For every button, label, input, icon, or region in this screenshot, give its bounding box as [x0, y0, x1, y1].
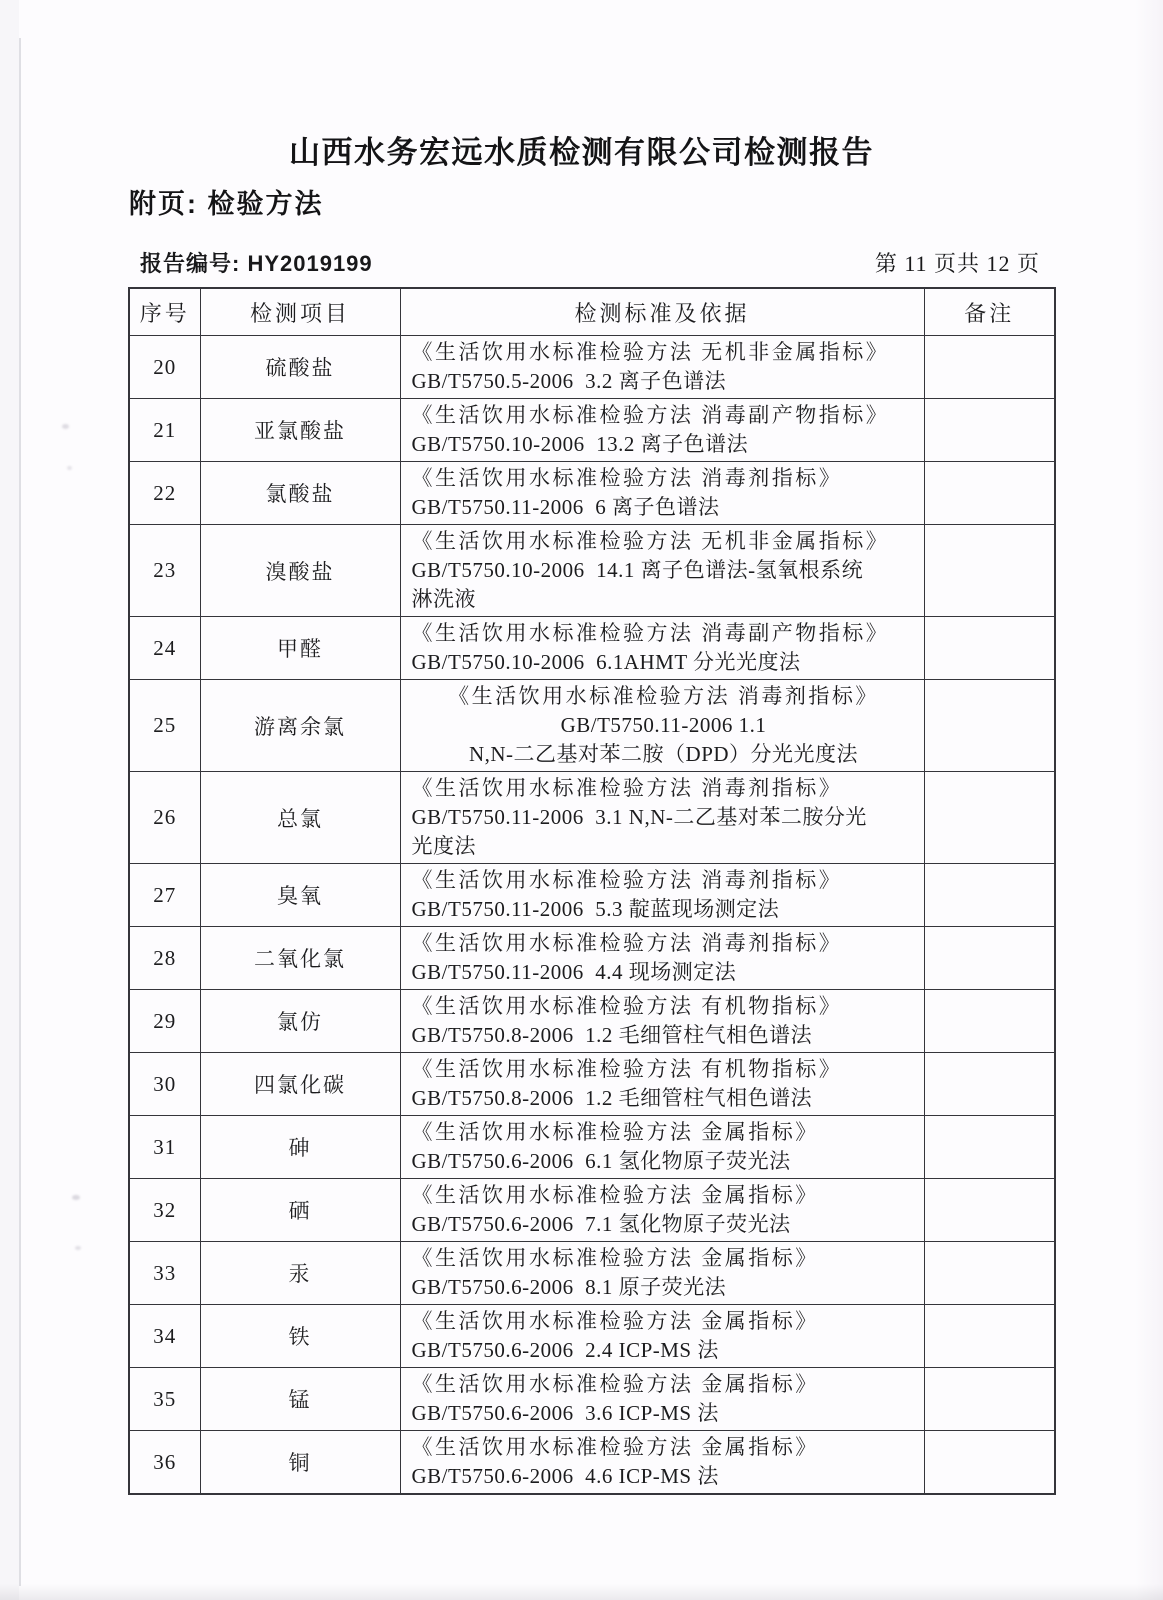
standard-line: 《生活饮用水标准检验方法 有机物指标》	[411, 1057, 843, 1081]
table-row	[129, 927, 1055, 990]
row-no: 36	[129, 1431, 200, 1495]
row-standard	[400, 1179, 924, 1242]
row-standard	[400, 525, 924, 617]
table-header-row	[129, 288, 1055, 336]
header-cell-standard: 检测标准及依据	[400, 288, 924, 336]
row-no: 29	[129, 990, 200, 1053]
table-row	[129, 617, 1055, 680]
scan-smudge	[75, 1246, 81, 1250]
table-row	[129, 864, 1055, 927]
table-row	[129, 990, 1055, 1053]
methods-table-body	[129, 336, 1055, 1495]
row-standard	[400, 680, 924, 772]
row-standard	[400, 990, 924, 1053]
row-item: 总氯	[200, 772, 400, 864]
row-item: 硒	[200, 1179, 400, 1242]
standard-line: GB/T5750.6-2006 4.6 ICP-MS 法	[411, 1464, 719, 1488]
standard-line: 《生活饮用水标准检验方法 无机非金属指标》	[411, 340, 890, 364]
row-standard	[400, 772, 924, 864]
row-remark	[924, 1242, 1055, 1305]
table-row	[129, 1116, 1055, 1179]
standard-line: GB/T5750.6-2006 7.1 氢化物原子荧光法	[411, 1212, 791, 1236]
row-no: 34	[129, 1305, 200, 1368]
standard-line: N,N-二乙基对苯二胺（DPD）分光光度法	[468, 742, 859, 766]
page-title: 山西水务宏远水质检测有限公司检测报告	[289, 135, 874, 170]
standard-line: GB/T5750.5-2006 3.2 离子色谱法	[411, 369, 727, 393]
row-remark	[924, 336, 1055, 399]
row-remark	[924, 927, 1055, 990]
row-standard	[400, 1305, 924, 1368]
row-remark	[924, 617, 1055, 680]
standard-line: GB/T5750.6-2006 8.1 原子荧光法	[411, 1275, 727, 1299]
row-remark	[924, 1305, 1055, 1368]
standard-line: GB/T5750.8-2006 1.2 毛细管柱气相色谱法	[411, 1086, 813, 1110]
row-standard	[400, 864, 924, 927]
row-standard	[400, 462, 924, 525]
standard-line: 《生活饮用水标准检验方法 有机物指标》	[411, 994, 843, 1018]
standard-line: 《生活饮用水标准检验方法 消毒剂指标》	[411, 466, 843, 490]
standard-line: 《生活饮用水标准检验方法 金属指标》	[411, 1435, 819, 1459]
row-remark	[924, 1053, 1055, 1116]
standard-line: GB/T5750.11-2006 4.4 现场测定法	[411, 960, 737, 984]
standard-line: GB/T5750.11-2006 3.1 N,N-二乙基对苯二胺分光	[411, 805, 867, 829]
table-row	[129, 1242, 1055, 1305]
row-no: 22	[129, 462, 200, 525]
row-no: 25	[129, 680, 200, 772]
standard-line: 《生活饮用水标准检验方法 金属指标》	[411, 1183, 819, 1207]
row-standard	[400, 1431, 924, 1495]
row-item: 砷	[200, 1116, 400, 1179]
table-row	[129, 336, 1055, 399]
standard-line: 《生活饮用水标准检验方法 消毒副产物指标》	[411, 621, 890, 645]
header-cell-item: 检测项目	[200, 288, 400, 336]
row-standard	[400, 399, 924, 462]
row-item: 甲醛	[200, 617, 400, 680]
table-row	[129, 525, 1055, 617]
row-remark	[924, 462, 1055, 525]
paper-left-margin	[0, 0, 19, 1600]
row-no: 28	[129, 927, 200, 990]
scan-smudge	[67, 466, 72, 470]
standard-line: GB/T5750.11-2006 6 离子色谱法	[411, 495, 720, 519]
row-item: 铁	[200, 1305, 400, 1368]
standard-line: 淋洗液	[411, 587, 476, 611]
standard-line: GB/T5750.10-2006 14.1 离子色谱法-氢氧根系统	[411, 558, 864, 582]
standard-line: GB/T5750.6-2006 3.6 ICP-MS 法	[411, 1401, 719, 1425]
standard-line: 《生活饮用水标准检验方法 金属指标》	[411, 1372, 819, 1396]
table-row	[129, 1053, 1055, 1116]
standard-line: 《生活饮用水标准检验方法 消毒剂指标》	[411, 776, 843, 800]
row-item: 汞	[200, 1242, 400, 1305]
row-item: 氯酸盐	[200, 462, 400, 525]
row-remark	[924, 864, 1055, 927]
table-row	[129, 1368, 1055, 1431]
row-no: 24	[129, 617, 200, 680]
row-standard	[400, 927, 924, 990]
row-item: 臭氧	[200, 864, 400, 927]
row-standard	[400, 1368, 924, 1431]
standard-line: GB/T5750.10-2006 6.1AHMT 分光光度法	[411, 650, 801, 674]
row-no: 30	[129, 1053, 200, 1116]
standard-line: 《生活饮用水标准检验方法 消毒副产物指标》	[411, 403, 890, 427]
standard-line: GB/T5750.6-2006 6.1 氢化物原子荧光法	[411, 1149, 791, 1173]
row-item: 溴酸盐	[200, 525, 400, 617]
standard-line: 光度法	[411, 834, 476, 858]
standard-line: GB/T5750.11-2006 1.1	[560, 713, 767, 737]
standard-line: 《生活饮用水标准检验方法 无机非金属指标》	[411, 529, 890, 553]
row-standard	[400, 1242, 924, 1305]
paper-right-shade	[1135, 0, 1163, 1600]
row-remark	[924, 1179, 1055, 1242]
paper-bottom-shade	[0, 1584, 1163, 1600]
row-no: 32	[129, 1179, 200, 1242]
row-remark	[924, 680, 1055, 772]
row-remark	[924, 1431, 1055, 1495]
scan-smudge	[62, 424, 69, 429]
row-item: 四氯化碳	[200, 1053, 400, 1116]
row-no: 35	[129, 1368, 200, 1431]
paper-edge-line	[19, 38, 21, 1586]
row-item: 硫酸盐	[200, 336, 400, 399]
header-cell-remark: 备注	[924, 288, 1055, 336]
methods-table	[128, 287, 1056, 1495]
row-remark	[924, 772, 1055, 864]
row-remark	[924, 1368, 1055, 1431]
standard-line: GB/T5750.10-2006 13.2 离子色谱法	[411, 432, 749, 456]
standard-line: GB/T5750.11-2006 5.3 靛蓝现场测定法	[411, 897, 780, 921]
table-row	[129, 772, 1055, 864]
table-row	[129, 1305, 1055, 1368]
row-no: 27	[129, 864, 200, 927]
standard-line: 《生活饮用水标准检验方法 消毒剂指标》	[411, 931, 843, 955]
header-cell-no: 序号	[129, 288, 200, 336]
table-row	[129, 680, 1055, 772]
row-item: 氯仿	[200, 990, 400, 1053]
row-item: 亚氯酸盐	[200, 399, 400, 462]
report-number: 报告编号: HY2019199	[140, 251, 373, 276]
row-no: 23	[129, 525, 200, 617]
table-row	[129, 1179, 1055, 1242]
table-row	[129, 462, 1055, 525]
standard-line: 《生活饮用水标准检验方法 金属指标》	[411, 1246, 819, 1270]
row-remark	[924, 1116, 1055, 1179]
row-no: 33	[129, 1242, 200, 1305]
row-no: 21	[129, 399, 200, 462]
page-indicator: 第 11 页共 12 页	[874, 251, 1040, 276]
row-no: 31	[129, 1116, 200, 1179]
appendix-title: 附页: 检验方法	[129, 189, 324, 219]
row-remark	[924, 990, 1055, 1053]
standard-line: 《生活饮用水标准检验方法 金属指标》	[411, 1309, 819, 1333]
row-item: 铜	[200, 1431, 400, 1495]
row-standard	[400, 1116, 924, 1179]
table-row	[129, 399, 1055, 462]
standard-line: 《生活饮用水标准检验方法 消毒剂指标》	[448, 684, 879, 708]
row-no: 20	[129, 336, 200, 399]
row-remark	[924, 399, 1055, 462]
row-item: 锰	[200, 1368, 400, 1431]
standard-line: GB/T5750.6-2006 2.4 ICP-MS 法	[411, 1338, 719, 1362]
row-no: 26	[129, 772, 200, 864]
row-item: 游离余氯	[200, 680, 400, 772]
standard-line: GB/T5750.8-2006 1.2 毛细管柱气相色谱法	[411, 1023, 813, 1047]
scan-smudge	[72, 1195, 80, 1200]
row-item: 二氧化氯	[200, 927, 400, 990]
row-standard	[400, 617, 924, 680]
row-remark	[924, 525, 1055, 617]
row-standard	[400, 1053, 924, 1116]
row-standard	[400, 336, 924, 399]
standard-line: 《生活饮用水标准检验方法 消毒剂指标》	[411, 868, 843, 892]
table-row	[129, 1431, 1055, 1495]
standard-line: 《生活饮用水标准检验方法 金属指标》	[411, 1120, 819, 1144]
